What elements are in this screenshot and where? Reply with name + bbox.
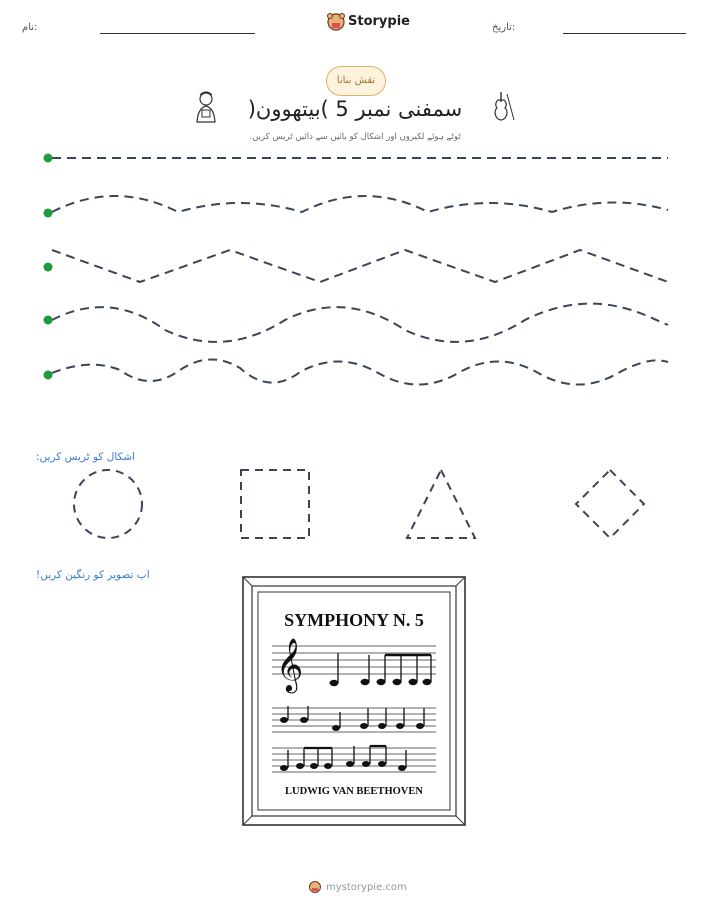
- trace-line-deep-wave: [52, 359, 668, 384]
- trace-triangle: [407, 470, 475, 538]
- instruction-text: ٹوٹے ہوئے لکیروں اور اشکال کو بائیں سے دائیں ٹریس کریں.: [249, 132, 461, 142]
- shapes-section-label: اشکال کو ٹریس کریں:: [36, 451, 136, 463]
- name-line[interactable]: [100, 33, 255, 34]
- trace-diamond: [576, 470, 644, 538]
- footer-site[interactable]: mystorypie.com: [326, 882, 407, 893]
- start-dot: [44, 154, 53, 163]
- date-label: تاریخ:: [492, 22, 516, 33]
- start-dot: [44, 263, 53, 272]
- coloring-picture-frame[interactable]: [242, 576, 466, 826]
- trace-square: [241, 470, 309, 538]
- beethoven-icon: [191, 90, 221, 124]
- date-line[interactable]: [563, 33, 686, 34]
- trace-line-gentle-wave: [52, 196, 668, 212]
- coloring-section-label: اب تصویر کو رنگین کریں!: [36, 569, 150, 581]
- start-dot: [44, 316, 53, 325]
- trace-circle: [74, 470, 142, 538]
- violin-icon: [490, 90, 516, 124]
- page-title: سمفنی نمبر 5 )بیتھوون(: [247, 97, 463, 121]
- start-dot: [44, 209, 53, 218]
- trace-line-wave: [52, 304, 668, 342]
- frame-caption: LUDWIG VAN BEETHOVEN: [285, 786, 423, 797]
- trace-line-zigzag: [52, 250, 668, 282]
- brand-name: Storypie: [348, 14, 410, 29]
- name-label: نام:: [22, 22, 38, 33]
- storypie-logo-icon: [326, 12, 346, 32]
- svg-text:𝄞: 𝄞: [276, 637, 304, 691]
- frame-title: SYMPHONY N. 5: [284, 610, 424, 630]
- activity-badge: نقش بنانا: [326, 66, 386, 96]
- start-dot: [44, 371, 53, 380]
- footer-logo-icon: [308, 880, 322, 894]
